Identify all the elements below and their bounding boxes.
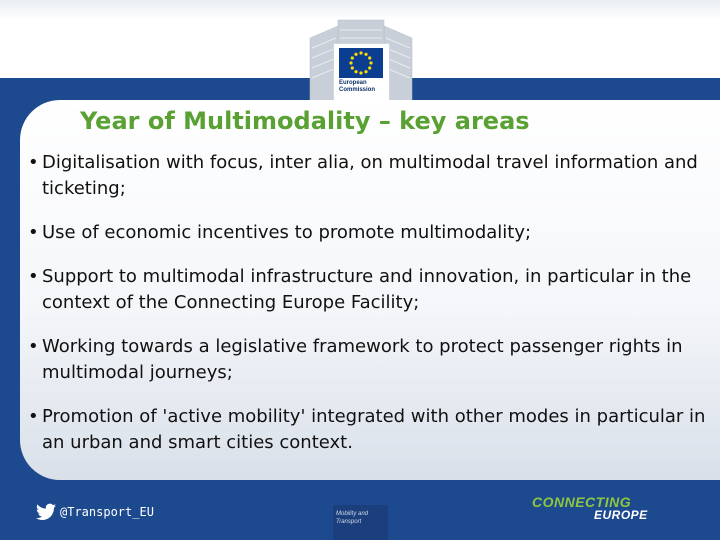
bullet-item (28, 220, 708, 246)
bullet-marker: • (28, 336, 39, 357)
twitter-handle[interactable]: @Transport_EU (60, 505, 154, 519)
bullet-marker: • (28, 266, 39, 287)
bullet-list (28, 150, 708, 456)
dg-move-label-box (333, 505, 388, 540)
ec-logo-text: European Commission (339, 80, 376, 93)
bullet-marker: • (28, 222, 39, 243)
bullet-text: Digitalisation with focus, inter alia, on multimodal travel information and ticketing; (42, 152, 698, 199)
bullet-text: Use of economic incentives to promote multimodality; (42, 222, 532, 243)
slide-title: Year of Multimodality – key areas (80, 107, 530, 135)
bullet-text: Support to multimodal infrastructure and innovation, in particular in the context of the Connecting Europe Facility; (42, 266, 692, 313)
european-commission-logo (333, 43, 390, 105)
connecting-europe-logo (532, 494, 662, 526)
dg-move-label: Mobility and Transport (336, 511, 369, 525)
bullet-item (28, 150, 708, 202)
twitter-bird-icon (36, 503, 56, 521)
bullet-marker: • (28, 406, 39, 427)
bullet-item (28, 334, 708, 386)
ce-logo-word-connecting: CONNECTING (532, 494, 632, 510)
ce-logo-word-europe: EUROPE (594, 508, 648, 522)
bullet-item (28, 404, 708, 456)
bullet-text: Working towards a legislative framework to protect passenger rights in multimodal journeys; (42, 336, 683, 383)
bullet-item (28, 264, 708, 316)
eu-flag-icon (339, 48, 383, 78)
bullet-text: Promotion of 'active mobility' integrated with other modes in particular in an urban and smart cities context. (42, 406, 706, 453)
bullet-marker: • (28, 152, 39, 173)
